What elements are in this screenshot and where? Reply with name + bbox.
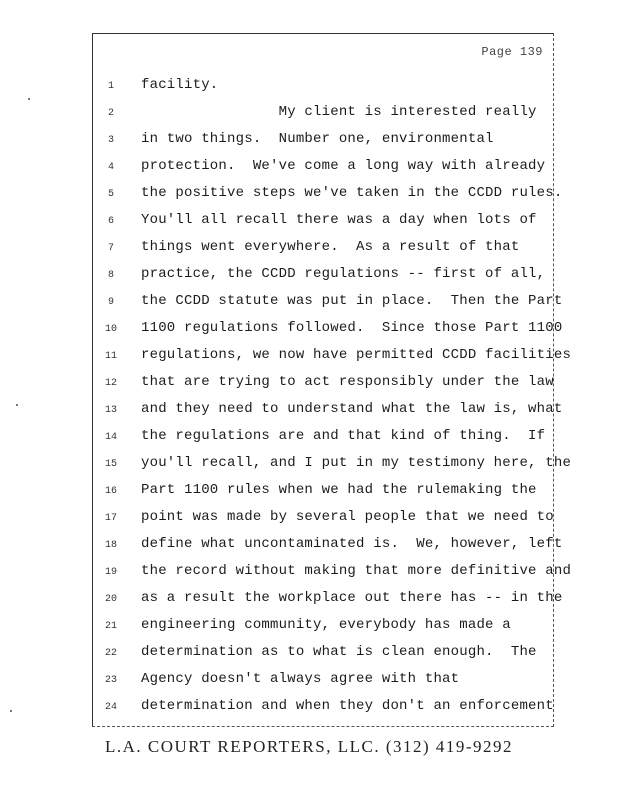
line-number: 19	[104, 567, 117, 578]
transcript-line	[93, 264, 555, 284]
line-number: 22	[104, 648, 117, 659]
line-text: 1100 regulations followed. Since those Part 1100	[141, 320, 563, 336]
line-number: 24	[104, 702, 117, 713]
transcript-line	[93, 129, 555, 149]
line-number: 15	[104, 459, 117, 470]
transcript-line	[93, 453, 572, 473]
line-number: 3	[107, 135, 114, 146]
line-text: determination and when they don't an enforcement	[141, 698, 554, 714]
line-number: 11	[104, 351, 117, 362]
line-number: 13	[104, 405, 117, 416]
line-number: 14	[104, 432, 117, 443]
page-number: Page 139	[481, 45, 543, 59]
line-text: in two things. Number one, environmental	[141, 131, 494, 147]
transcript-line	[93, 372, 555, 392]
scan-speck	[16, 404, 18, 406]
line-number: 21	[104, 621, 117, 632]
line-text: engineering community, everybody has made a	[141, 617, 511, 633]
line-text: regulations, we now have permitted CCDD facilities	[141, 347, 572, 363]
transcript-line	[93, 210, 555, 230]
line-number: 9	[107, 297, 114, 308]
line-text: facility.	[141, 77, 219, 93]
transcript-line	[93, 426, 555, 446]
line-text: you'll recall, and I put in my testimony here, the	[141, 455, 572, 471]
line-text: My client is interested really	[141, 104, 537, 120]
line-text: the record without making that more definitive and	[141, 563, 572, 579]
transcript-line	[93, 534, 563, 554]
line-number: 2	[107, 108, 114, 119]
line-number: 12	[104, 378, 117, 389]
line-text: and they need to understand what the law is, what	[141, 401, 563, 417]
transcript-line	[93, 480, 555, 500]
court-reporter-footer: L.A. COURT REPORTERS, LLC. (312) 419-9292	[104, 737, 514, 756]
line-text: that are trying to act responsibly under the law	[141, 374, 554, 390]
line-number: 16	[104, 486, 117, 497]
line-text: things went everywhere. As a result of that	[141, 239, 520, 255]
line-number: 8	[107, 270, 114, 281]
line-text: as a result the workplace out there has -- in the	[141, 590, 563, 606]
transcript-line	[93, 156, 555, 176]
line-number: 20	[104, 594, 117, 605]
line-text: the regulations are and that kind of thing. If	[141, 428, 546, 444]
transcript-line	[93, 183, 563, 203]
transcript-line	[93, 588, 563, 608]
transcript-line	[93, 669, 555, 689]
line-text: the CCDD statute was put in place. Then the Part	[141, 293, 563, 309]
line-text: Part 1100 rules when we had the rulemaking the	[141, 482, 537, 498]
transcript-line	[93, 507, 555, 527]
scan-speck	[28, 98, 30, 100]
line-number: 5	[107, 189, 114, 200]
transcript-line	[93, 615, 555, 635]
line-number: 7	[107, 243, 114, 254]
line-number: 17	[104, 513, 117, 524]
line-text: point was made by several people that we need to	[141, 509, 554, 525]
line-text: practice, the CCDD regulations -- first of all,	[141, 266, 546, 282]
line-number: 4	[107, 162, 114, 173]
line-number: 10	[104, 324, 117, 335]
line-text: determination as to what is clean enough. The	[141, 644, 537, 660]
transcript-line	[93, 75, 555, 95]
line-text: You'll all recall there was a day when lots of	[141, 212, 537, 228]
line-number: 6	[107, 216, 114, 227]
transcript-line	[93, 291, 563, 311]
line-text: define what uncontaminated is. We, however, left	[141, 536, 563, 552]
transcript-line	[93, 399, 563, 419]
line-text: Agency doesn't always agree with that	[141, 671, 460, 687]
transcript-line	[93, 696, 555, 716]
transcript-line	[93, 345, 572, 365]
line-number: 23	[104, 675, 117, 686]
transcript-line	[93, 318, 563, 338]
transcript-line	[93, 642, 555, 662]
line-text: the positive steps we've taken in the CCDD rules.	[141, 185, 563, 201]
transcript-line	[93, 561, 572, 581]
transcript-line	[93, 237, 555, 257]
transcript-line	[93, 102, 555, 122]
line-number: 1	[107, 81, 114, 92]
transcript-page-frame	[92, 33, 572, 727]
scan-speck	[10, 710, 12, 712]
line-text: protection. We've come a long way with already	[141, 158, 546, 174]
line-number: 18	[104, 540, 117, 551]
